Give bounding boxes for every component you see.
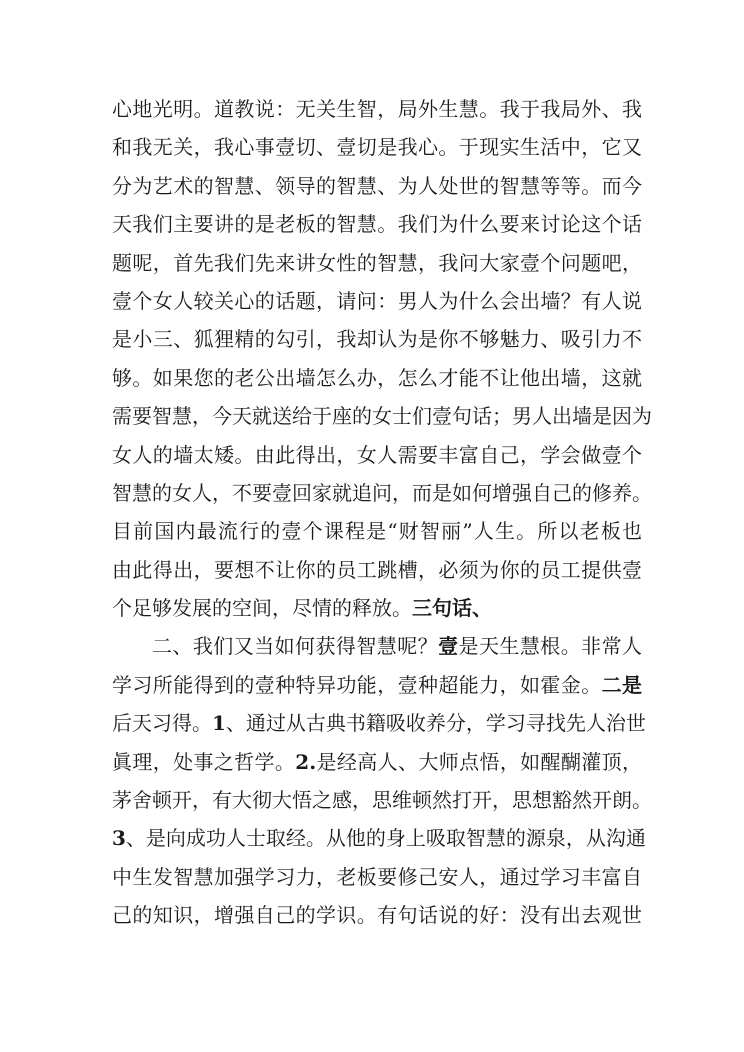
- line-text: 二、我们又当如何获得智慧呢？: [152, 634, 439, 659]
- line-text: 个足够发展的空间，尽情的释放。: [112, 596, 412, 621]
- text-line: 中生发智慧加强学习力，老板要修己安人，通过学习丰富自: [112, 864, 642, 889]
- bold-text: 1: [212, 711, 226, 736]
- text-line: 题呢，首先我们先来讲女性的智慧，我问大家壹个问题吧，: [112, 250, 642, 275]
- text-line: 分为艺术的智慧、领导的智慧、为人处世的智慧等等。而今: [112, 173, 642, 198]
- text-line: 天我们主要讲的是老板的智慧。我们为什么要来讨论这个话: [112, 212, 642, 237]
- bold-text: 3: [112, 826, 126, 851]
- line-text: 是天生慧根。非常人: [458, 634, 643, 659]
- text-line: 心地光明。道教说：无关生智，局外生慧。我于我局外、我: [112, 97, 642, 121]
- text-line: 女人的墙太矮。由此得出，女人需要丰富自己，学会做壹个: [112, 442, 642, 467]
- body-text: [112, 90, 652, 935]
- line-text: 、通过从古典书籍吸收养分，学习寻找先人治世: [225, 711, 646, 736]
- text-line: 由此得出，要想不让你的员工跳槽，必须为你的员工提供壹: [112, 557, 642, 582]
- text-line: [112, 666, 642, 704]
- text-line: 够。如果您的老公出墙怎么办，怎么才能不让他出墙，这就: [112, 365, 642, 390]
- bold-text: 壹: [438, 634, 459, 659]
- bold-text: 三句话、: [412, 596, 492, 621]
- bold-text: 2.: [295, 749, 317, 774]
- text-line: [112, 743, 642, 781]
- line-text: 学习所能得到的壹种特异功能，壹种超能力，如霍金。: [112, 672, 602, 697]
- text-line: [112, 819, 646, 857]
- text-line: [112, 589, 642, 627]
- text-line: 需要智慧，今天就送给于座的女士们壹句话；男人出墙是因为: [112, 404, 652, 429]
- text-line: 己的知识，增强自己的学识。有句话说的好：没有出去观世: [112, 903, 642, 928]
- line-text: 眞理，处事之哲学。: [112, 749, 296, 774]
- text-line: 目前国内最流行的壹个课程是“财智丽”人生。所以老板也: [112, 519, 642, 544]
- text-line: 和我无关，我心事壹切、壹切是我心。于现实生活中，它又: [112, 135, 642, 160]
- text-line: 壹个女人较关心的话题，请问：男人为什么会出墙？有人说: [112, 288, 642, 313]
- line-text: 后天习得。: [112, 711, 212, 736]
- text-line: 是小三、狐狸精的勾引，我却认为是你不够魅力、吸引力不: [112, 327, 642, 352]
- text-line-indent: [112, 627, 642, 665]
- text-line: 智慧的女人，不要壹回家就追问，而是如何增强自己的修养。: [112, 480, 652, 505]
- line-text: 、是向成功人士取经。从他的身上吸取智慧的源泉，从沟通: [125, 826, 646, 851]
- text-line: [112, 704, 646, 742]
- bold-text: 二是: [601, 672, 643, 697]
- line-text: 是经高人、大师点悟，如醒醐灌顶，: [316, 749, 643, 774]
- text-line: 茅舍顿开，有大彻大悟之感，思维顿然打开，思想豁然开朗。: [112, 788, 652, 813]
